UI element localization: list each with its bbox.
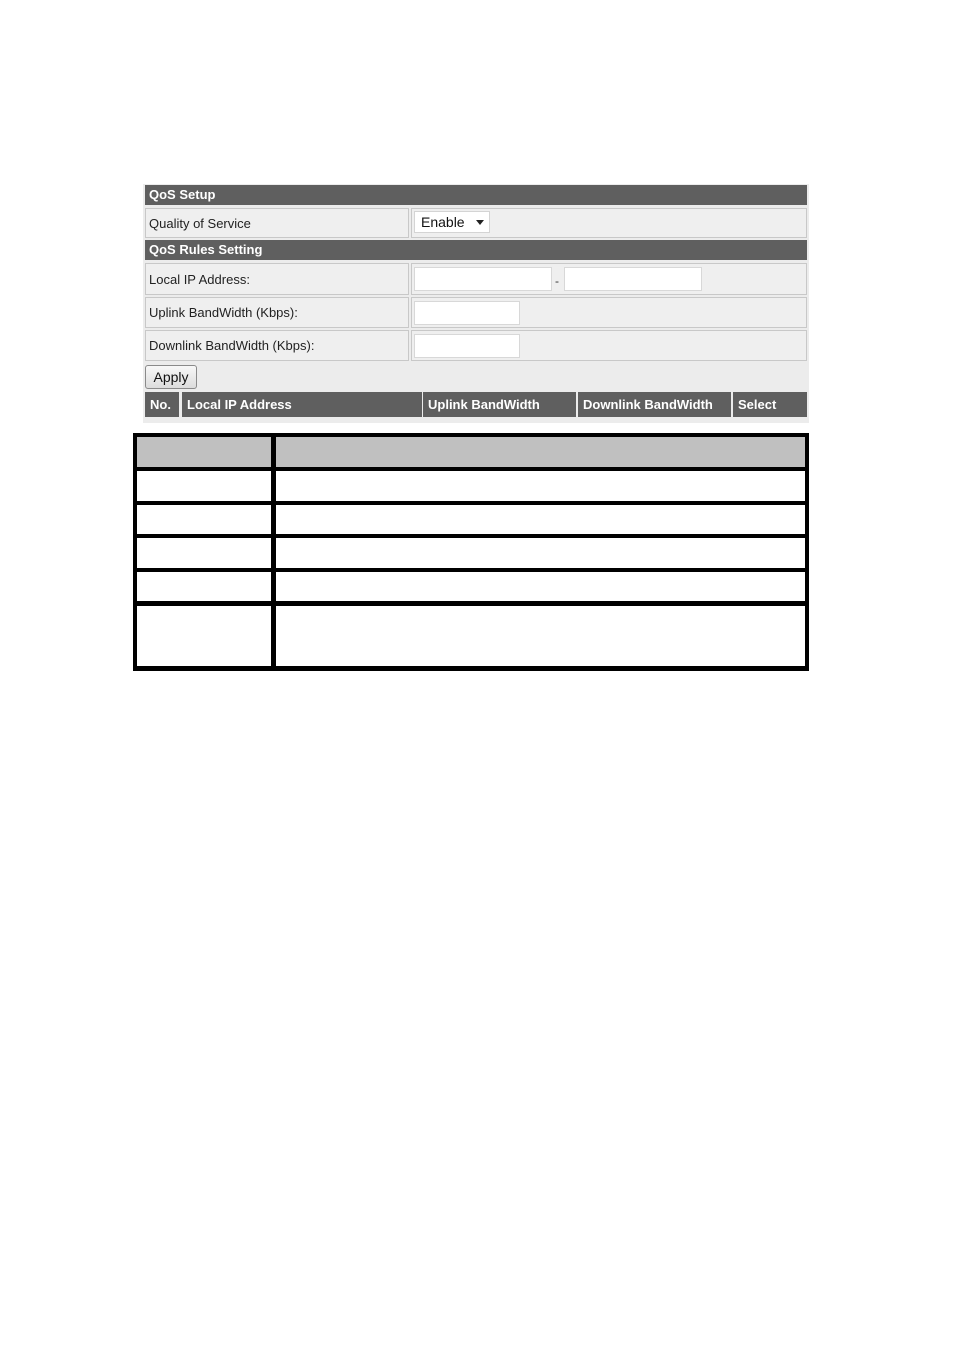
table-cell bbox=[137, 505, 271, 534]
table-cell bbox=[137, 606, 271, 666]
qos-setup-header: QoS Setup bbox=[145, 185, 807, 205]
qos-rules-header: QoS Rules Setting bbox=[145, 240, 807, 260]
column-downlink-bandwidth: Downlink BandWidth bbox=[578, 392, 731, 417]
uplink-bandwidth-input[interactable] bbox=[414, 301, 520, 325]
table-cell bbox=[276, 471, 805, 501]
local-ip-cell bbox=[411, 263, 807, 295]
local-ip-end-input[interactable] bbox=[564, 267, 702, 291]
local-ip-start-input[interactable] bbox=[414, 267, 552, 291]
downlink-bandwidth-input[interactable] bbox=[414, 334, 520, 358]
downlink-bandwidth-label: Downlink BandWidth (Kbps): bbox=[145, 330, 409, 361]
apply-button[interactable]: Apply bbox=[145, 365, 197, 389]
table-cell bbox=[137, 471, 271, 501]
column-uplink-bandwidth: Uplink BandWidth bbox=[423, 392, 576, 417]
table-header-cell bbox=[137, 437, 271, 467]
table-cell bbox=[137, 538, 271, 568]
table-cell bbox=[276, 505, 805, 534]
downlink-bandwidth-cell bbox=[411, 330, 807, 361]
column-no: No. bbox=[145, 392, 179, 417]
local-ip-label: Local IP Address: bbox=[145, 263, 409, 295]
quality-of-service-select[interactable] bbox=[414, 211, 490, 233]
table-cell bbox=[276, 538, 805, 568]
qos-panel bbox=[143, 184, 809, 423]
description-table bbox=[133, 433, 809, 671]
column-select: Select bbox=[733, 392, 807, 417]
quality-of-service-cell bbox=[411, 208, 807, 238]
quality-of-service-label: Quality of Service bbox=[145, 208, 409, 238]
column-local-ip-address: Local IP Address bbox=[182, 392, 422, 417]
uplink-bandwidth-label: Uplink BandWidth (Kbps): bbox=[145, 297, 409, 328]
table-cell bbox=[276, 606, 805, 666]
quality-of-service-selected-value: Enable bbox=[421, 214, 465, 230]
table-cell bbox=[137, 572, 271, 601]
uplink-bandwidth-cell bbox=[411, 297, 807, 328]
chevron-down-icon bbox=[476, 220, 484, 225]
ip-range-separator: - bbox=[555, 274, 559, 288]
table-cell bbox=[276, 572, 805, 601]
table-header-cell bbox=[276, 437, 805, 467]
